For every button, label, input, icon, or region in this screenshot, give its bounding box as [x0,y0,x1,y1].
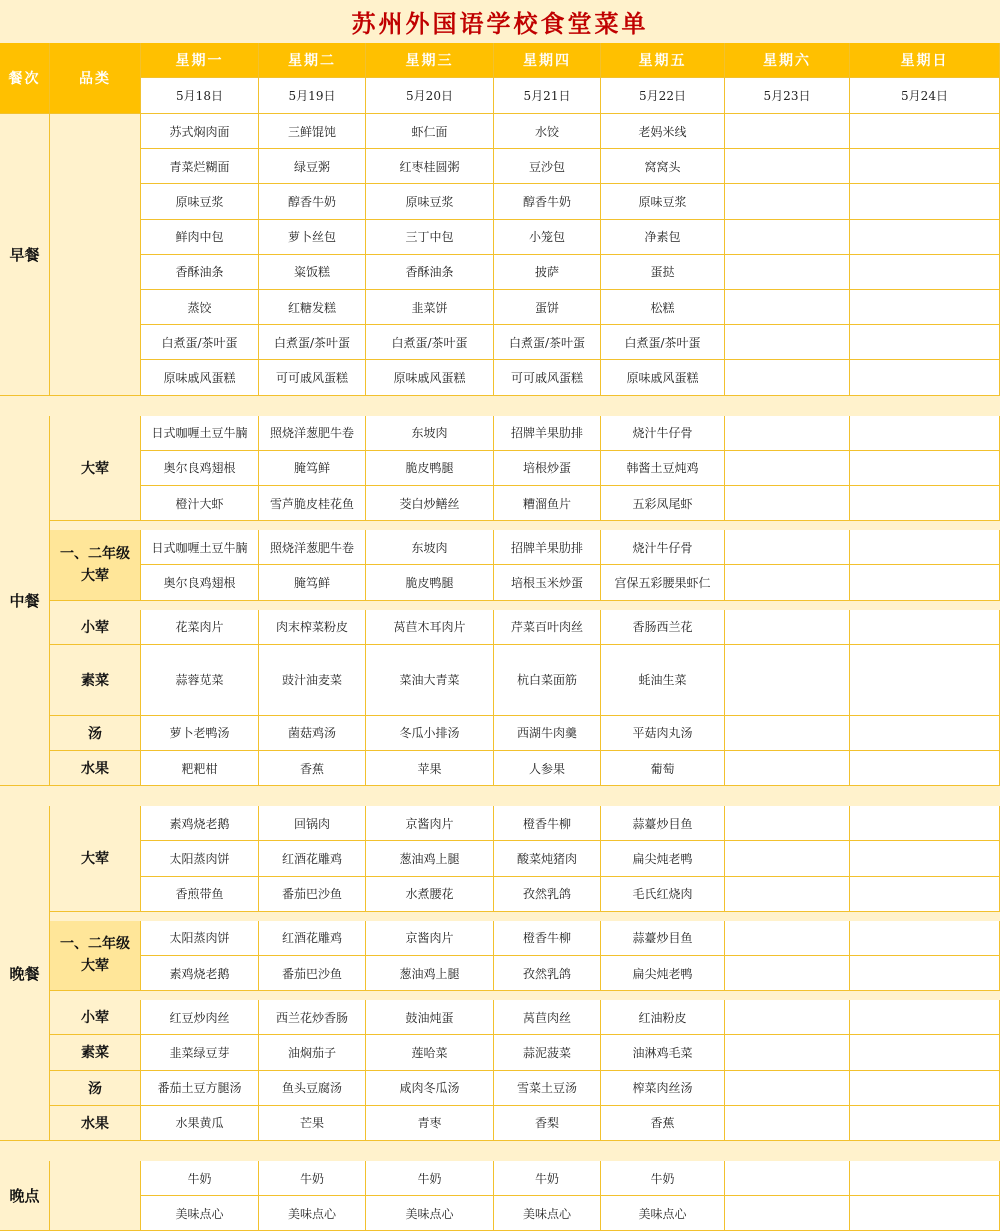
dish-cell: 鱼头豆腐汤 [259,1071,366,1106]
dish-cell: 毛氏红烧肉 [601,877,725,912]
dish-cell [850,716,1000,751]
dish-cell: 橙香牛柳 [494,806,601,841]
meal-column-header: 餐次 [0,43,50,114]
dish-cell [725,530,850,565]
dish-cell: 红酒花雕鸡 [259,921,366,956]
group-separator [50,912,1000,921]
dish-cell [725,716,850,751]
dish-cell: 三丁中包 [366,220,494,255]
dish-cell: 雪菜土豆汤 [494,1071,601,1106]
dish-cell: 葱油鸡上腿 [366,841,494,876]
day-header: 星期四 [494,43,601,78]
day-header: 星期三 [366,43,494,78]
dish-cell: 奥尔良鸡翅根 [141,451,259,486]
dish-cell: 蛋挞 [601,255,725,290]
dish-cell: 原味戚风蛋糕 [601,360,725,395]
dish-cell: 牛奶 [601,1161,725,1196]
dish-cell: 白煮蛋/茶叶蛋 [141,325,259,360]
dish-cell [725,1106,850,1141]
dish-cell: 番茄土豆方腿汤 [141,1071,259,1106]
day-header: 星期六 [725,43,850,78]
dish-cell: 腌笃鲜 [259,451,366,486]
dish-cell: 莲哈菜 [366,1035,494,1070]
dish-cell: 香肠西兰花 [601,610,725,645]
dish-cell: 芒果 [259,1106,366,1141]
dish-cell: 扁尖炖老鸭 [601,841,725,876]
dish-cell: 橙香牛柳 [494,921,601,956]
dish-cell [850,255,1000,290]
dish-cell: 培根玉米炒蛋 [494,565,601,600]
date-cell: 5月18日 [141,78,259,114]
dish-cell: 窝窝头 [601,149,725,184]
dish-cell: 鲜肉中包 [141,220,259,255]
category-column-header: 品类 [50,43,141,114]
dish-cell [725,255,850,290]
dish-cell: 西兰花炒香肠 [259,1000,366,1035]
dish-cell: 白煮蛋/茶叶蛋 [366,325,494,360]
dish-cell: 油淋鸡毛菜 [601,1035,725,1070]
dish-cell: 红酒花雕鸡 [259,841,366,876]
dish-cell [850,1071,1000,1106]
dish-cell: 萝卜丝包 [259,220,366,255]
dish-cell: 韭菜绿豆芽 [141,1035,259,1070]
dish-cell: 红糖发糕 [259,290,366,325]
dish-cell: 菌菇鸡汤 [259,716,366,751]
dish-cell [850,486,1000,521]
page-title: 苏州外国语学校食堂菜单 [0,0,1000,43]
dish-cell: 净素包 [601,220,725,255]
dish-cell [850,149,1000,184]
dish-cell [850,184,1000,219]
dish-cell: 番茄巴沙鱼 [259,877,366,912]
dish-cell: 白煮蛋/茶叶蛋 [494,325,601,360]
dish-cell: 香煎带鱼 [141,877,259,912]
dish-cell [850,877,1000,912]
dish-cell [725,1161,850,1196]
dish-cell: 太阳蒸肉饼 [141,921,259,956]
dish-cell [725,220,850,255]
dish-cell [725,610,850,645]
category-cell: 汤 [50,1071,141,1106]
dish-cell: 原味豆浆 [141,184,259,219]
dish-cell [850,751,1000,786]
dish-cell: 豉汁油麦菜 [259,645,366,716]
dish-cell: 五彩凤尾虾 [601,486,725,521]
day-header: 星期五 [601,43,725,78]
dish-cell: 招牌羊果肋排 [494,530,601,565]
meal-label: 晚点 [0,1161,50,1231]
dish-cell: 香蕉 [601,1106,725,1141]
dish-cell: 烧汁牛仔骨 [601,416,725,451]
dish-cell [725,956,850,991]
category-cell: 小荤 [50,610,141,645]
dish-cell [850,451,1000,486]
dish-cell: 白煮蛋/茶叶蛋 [259,325,366,360]
dish-cell: 香蕉 [259,751,366,786]
dish-cell: 原味豆浆 [366,184,494,219]
empty-cell [850,680,1000,716]
dish-cell: 水煮腰花 [366,877,494,912]
dish-cell [725,1000,850,1035]
dish-cell [725,290,850,325]
dish-cell [725,184,850,219]
dish-cell: 烧汁牛仔骨 [601,530,725,565]
dish-cell [850,220,1000,255]
dish-cell: 虾仁面 [366,114,494,149]
category-cell: 一、二年级大荤 [50,530,141,600]
dish-cell: 脆皮鸭腿 [366,451,494,486]
day-header: 星期一 [141,43,259,78]
dish-cell [850,921,1000,956]
dish-cell: 回锅肉 [259,806,366,841]
dish-cell: 日式咖喱土豆牛腩 [141,416,259,451]
dish-cell [850,806,1000,841]
category-cell: 水果 [50,1106,141,1141]
dish-cell [725,806,850,841]
dish-cell: 韩酱土豆炖鸡 [601,451,725,486]
dish-cell: 芹菜百叶肉丝 [494,610,601,645]
dish-cell: 豆沙包 [494,149,601,184]
dish-cell [850,1196,1000,1231]
dish-cell: 京酱肉片 [366,921,494,956]
dish-cell [725,451,850,486]
dish-cell [850,290,1000,325]
dish-cell: 东坡肉 [366,416,494,451]
dish-cell: 水饺 [494,114,601,149]
dish-cell [725,149,850,184]
dish-cell: 宫保五彩腰果虾仁 [601,565,725,600]
dish-cell [725,1035,850,1070]
dish-cell: 奥尔良鸡翅根 [141,565,259,600]
dish-cell [850,956,1000,991]
dish-cell: 美味点心 [601,1196,725,1231]
meal-separator [0,1141,1000,1161]
dish-cell: 美味点心 [259,1196,366,1231]
dish-cell: 榨菜肉丝汤 [601,1071,725,1106]
dish-cell: 青枣 [366,1106,494,1141]
dish-cell: 牛奶 [494,1161,601,1196]
dish-cell: 披萨 [494,255,601,290]
group-separator [50,521,1000,530]
dish-cell: 酸菜炖猪肉 [494,841,601,876]
category-cell: 汤 [50,716,141,751]
dish-cell: 美味点心 [141,1196,259,1231]
dish-cell: 韭菜饼 [366,290,494,325]
dish-cell: 红豆炒肉丝 [141,1000,259,1035]
dish-cell: 原味戚风蛋糕 [366,360,494,395]
dish-cell: 平菇肉丸汤 [601,716,725,751]
dish-cell: 素鸡烧老鹅 [141,956,259,991]
dish-cell: 茭白炒鳝丝 [366,486,494,521]
dish-cell [850,1161,1000,1196]
dish-cell [725,325,850,360]
category-cell [50,114,141,396]
dish-cell: 培根炒蛋 [494,451,601,486]
dish-cell: 菜油大青菜 [366,645,494,716]
dish-cell [725,877,850,912]
meal-label: 晚餐 [0,806,50,1141]
dish-cell: 蒜泥菠菜 [494,1035,601,1070]
category-cell: 一、二年级大荤 [50,921,141,991]
dish-cell [850,530,1000,565]
dish-cell: 莴苣木耳肉片 [366,610,494,645]
date-cell: 5月19日 [259,78,366,114]
dish-cell: 粑粑柑 [141,751,259,786]
date-cell: 5月21日 [494,78,601,114]
dish-cell: 蒸饺 [141,290,259,325]
dish-cell [850,841,1000,876]
dish-cell: 蚝油生菜 [601,645,725,716]
dish-cell: 三鲜馄饨 [259,114,366,149]
dish-cell: 可可戚风蛋糕 [494,360,601,395]
dish-cell: 牛奶 [259,1161,366,1196]
day-header: 星期日 [850,43,1000,78]
dish-cell: 腌笃鲜 [259,565,366,600]
dish-cell: 原味戚风蛋糕 [141,360,259,395]
dish-cell [725,1196,850,1231]
dish-cell [850,325,1000,360]
dish-cell: 老妈米线 [601,114,725,149]
dish-cell: 脆皮鸭腿 [366,565,494,600]
group-separator [50,601,1000,610]
dish-cell [850,1000,1000,1035]
dish-cell: 太阳蒸肉饼 [141,841,259,876]
dish-cell: 孜然乳鸽 [494,877,601,912]
dish-cell: 苹果 [366,751,494,786]
dish-cell: 香酥油条 [141,255,259,290]
dish-cell: 番茄巴沙鱼 [259,956,366,991]
group-separator [50,991,1000,1000]
dish-cell [850,565,1000,600]
dish-cell [850,416,1000,451]
dish-cell: 招牌羊果肋排 [494,416,601,451]
dish-cell [850,360,1000,395]
dish-cell [725,751,850,786]
dish-cell: 葡萄 [601,751,725,786]
dish-cell: 日式咖喱土豆牛腩 [141,530,259,565]
dish-cell: 京酱肉片 [366,806,494,841]
dish-cell: 绿豆粥 [259,149,366,184]
dish-cell: 蒜薹炒目鱼 [601,921,725,956]
category-cell [50,1161,141,1231]
dish-cell: 西湖牛肉羹 [494,716,601,751]
dish-cell [725,360,850,395]
dish-cell: 牛奶 [141,1161,259,1196]
dish-cell: 可可戚风蛋糕 [259,360,366,395]
category-cell: 水果 [50,751,141,786]
dish-cell: 人参果 [494,751,601,786]
dish-cell [725,841,850,876]
dish-cell: 醇香牛奶 [259,184,366,219]
dish-cell: 萝卜老鸭汤 [141,716,259,751]
dish-cell: 雪芦脆皮桂花鱼 [259,486,366,521]
dish-cell: 鼓油炖蛋 [366,1000,494,1035]
dish-cell: 素鸡烧老鹅 [141,806,259,841]
dish-cell: 孜然乳鸽 [494,956,601,991]
dish-cell: 东坡肉 [366,530,494,565]
dish-cell: 白煮蛋/茶叶蛋 [601,325,725,360]
dish-cell [725,416,850,451]
meal-separator [0,396,1000,416]
dish-cell [725,565,850,600]
dish-cell: 粢饭糕 [259,255,366,290]
dish-cell: 美味点心 [494,1196,601,1231]
dish-cell: 香酥油条 [366,255,494,290]
dish-cell: 红油粉皮 [601,1000,725,1035]
date-cell: 5月24日 [850,78,1000,114]
dish-cell: 肉末榨菜粉皮 [259,610,366,645]
category-cell: 素菜 [50,1035,141,1070]
dish-cell: 松糕 [601,290,725,325]
dish-cell: 红枣桂圆粥 [366,149,494,184]
dish-cell [725,114,850,149]
dish-cell [850,610,1000,645]
meal-label: 早餐 [0,114,50,396]
dish-cell [850,1106,1000,1141]
dish-cell: 青菜烂糊面 [141,149,259,184]
dish-cell: 橙汁大虾 [141,486,259,521]
empty-cell [725,680,850,716]
dish-cell: 苏式焖肉面 [141,114,259,149]
dish-cell: 咸肉冬瓜汤 [366,1071,494,1106]
dish-cell: 原味豆浆 [601,184,725,219]
dish-cell: 水果黄瓜 [141,1106,259,1141]
dish-cell: 照烧洋葱肥牛卷 [259,416,366,451]
category-cell: 大荤 [50,416,141,522]
date-cell: 5月23日 [725,78,850,114]
dish-cell [725,486,850,521]
dish-cell: 油焖茄子 [259,1035,366,1070]
dish-cell: 糟溜鱼片 [494,486,601,521]
day-header: 星期二 [259,43,366,78]
dish-cell: 杭白菜面筋 [494,645,601,716]
date-cell: 5月22日 [601,78,725,114]
date-cell: 5月20日 [366,78,494,114]
dish-cell: 小笼包 [494,220,601,255]
dish-cell: 蒜蓉苋菜 [141,645,259,716]
dish-cell: 冬瓜小排汤 [366,716,494,751]
dish-cell: 牛奶 [366,1161,494,1196]
dish-cell: 醇香牛奶 [494,184,601,219]
meal-separator [0,786,1000,806]
dish-cell [850,114,1000,149]
dish-cell: 莴苣肉丝 [494,1000,601,1035]
dish-cell [725,1071,850,1106]
dish-cell: 扁尖炖老鸭 [601,956,725,991]
category-cell: 小荤 [50,1000,141,1035]
dish-cell [850,1035,1000,1070]
meal-label: 中餐 [0,416,50,787]
dish-cell: 蒜薹炒目鱼 [601,806,725,841]
dish-cell: 蛋饼 [494,290,601,325]
dish-cell: 葱油鸡上腿 [366,956,494,991]
category-cell: 素菜 [50,645,141,716]
dish-cell: 美味点心 [366,1196,494,1231]
dish-cell: 花菜肉片 [141,610,259,645]
dish-cell: 香梨 [494,1106,601,1141]
dish-cell: 照烧洋葱肥牛卷 [259,530,366,565]
category-cell: 大荤 [50,806,141,912]
dish-cell [725,921,850,956]
